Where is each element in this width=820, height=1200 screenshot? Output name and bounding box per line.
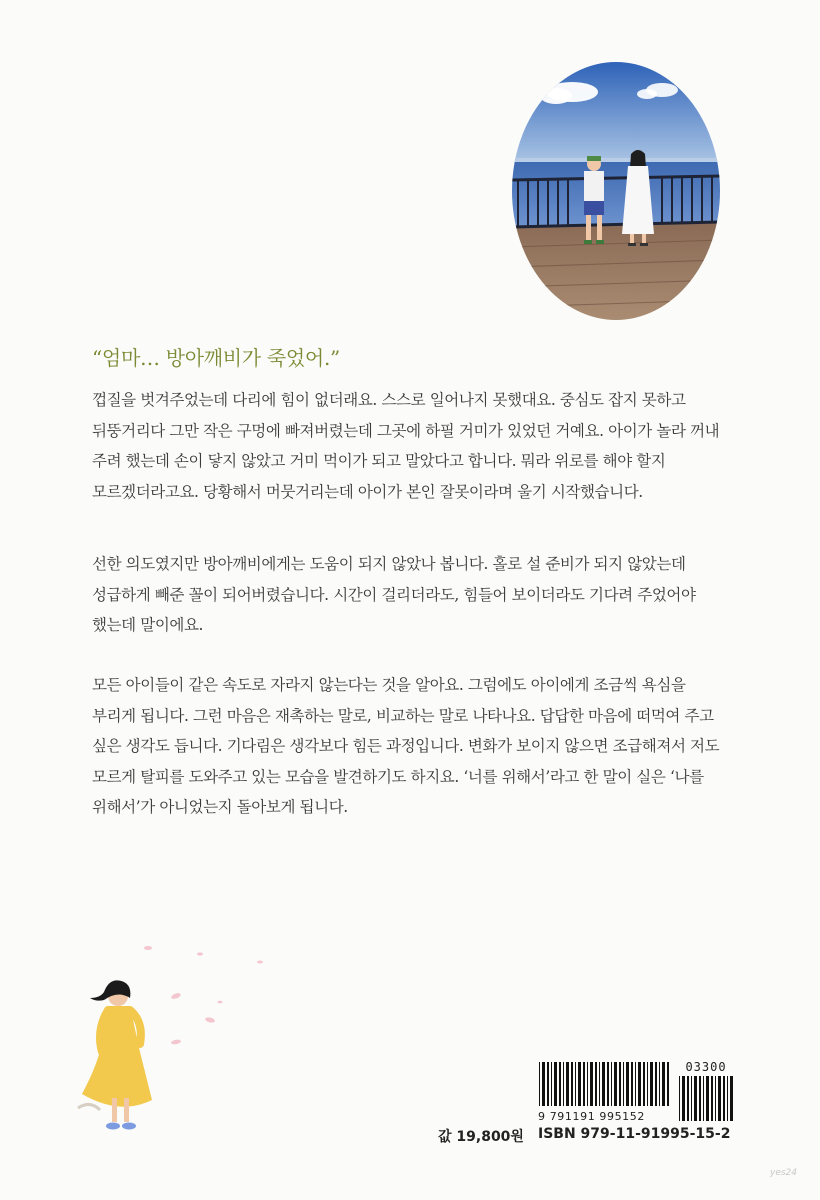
barcode-bar <box>547 1062 549 1106</box>
barcode-bar <box>578 1062 581 1106</box>
barcode-bar <box>706 1076 709 1121</box>
body-paragraph-3: 모든 아이들이 같은 속도로 자라지 않는다는 것을 알아요. 그럼에도 아이에게 조금씩 욕심을 부리게 됩니다. 그런 마음은 재촉하는 말로, 비교하는 말로 나타나요. 답답한 마음에 떠먹여 주고 싶은 생각도 듭니다. 기다림은 생각보다 힘든 과정입니다. 변화가 보이지 않으면 조급해져서 저도 모르게 탈피를 도와주고 있는 모습을 발견하기도 하지요. ‘너를 위해서’라고 한 말이 실은 ‘나를 위해서’가 아니었는지 돌아보게 됩니다. <box>92 676 720 817</box>
barcode-bar <box>559 1062 561 1106</box>
barcode-bar <box>703 1076 704 1121</box>
barcode-bar <box>575 1062 576 1106</box>
barcode-bar <box>687 1076 689 1121</box>
barcode-addon-bars <box>678 1076 734 1121</box>
barcode-bar <box>655 1062 657 1106</box>
seaside-scene-illustration <box>512 62 720 320</box>
barcode-bar <box>667 1062 669 1106</box>
barcode-bar <box>599 1062 600 1106</box>
barcode-bar <box>694 1076 697 1121</box>
barcode-bar <box>554 1062 557 1106</box>
barcode-bar <box>635 1062 636 1106</box>
barcode-bar <box>631 1062 633 1106</box>
barcode-bar <box>638 1062 641 1106</box>
barcode-bar <box>614 1062 617 1106</box>
barcode-bar <box>619 1062 621 1106</box>
barcode-bar <box>566 1062 569 1106</box>
barcode-bar <box>571 1062 573 1106</box>
barcode-bar <box>607 1062 609 1106</box>
barcode-ean-number: 9 791191 995152 <box>538 1110 645 1123</box>
barcode-bar <box>551 1062 552 1106</box>
barcode-bar <box>727 1076 728 1121</box>
body-paragraph-2: 선한 의도였지만 방아깨비에게는 도움이 되지 않았나 봅니다. 홀로 설 준비가 되지 않았는데 성급하게 빼준 꼴이 되어버렸습니다. 시간이 걸리더라도, 힘들어 보이더라도 기다려 주었어야 했는데 말이에요. <box>92 555 696 635</box>
barcode-bar <box>583 1062 585 1106</box>
price-label: 값 19,800원 <box>438 1129 524 1145</box>
girl-illustration <box>60 940 280 1150</box>
barcode-bar <box>691 1076 692 1121</box>
barcode-bar <box>718 1076 721 1121</box>
barcode-bar <box>679 1076 680 1121</box>
barcode-bar <box>587 1062 588 1106</box>
barcode-bar <box>590 1062 593 1106</box>
barcode-bar <box>626 1062 629 1106</box>
cover-illustration-couple <box>512 62 720 320</box>
barcode-bar <box>682 1076 685 1121</box>
barcode-bar <box>611 1062 612 1106</box>
barcode-bar <box>542 1062 545 1106</box>
barcode-addon-number: 03300 <box>685 1060 727 1074</box>
barcode-bar <box>643 1062 645 1106</box>
barcode-bar <box>563 1062 564 1106</box>
barcode-bar <box>723 1076 725 1121</box>
barcode-bar <box>662 1062 665 1106</box>
barcode-bar <box>602 1062 605 1106</box>
barcode-bar <box>650 1062 653 1106</box>
body-paragraph-1: 껍질을 벗겨주었는데 다리에 힘이 없더래요. 스스로 일어나지 못했대요. 중심도 잡지 못하고 뒤뚱거리다 그만 작은 구멍에 빠져버렸는데 그곳에 하필 거미가 있었던 거예요. 아이가 놀라 꺼내 주려 했는데 손이 닿지 않았고 거미 먹이가 되고 말았다고 합니다. 뭐라 위로를 해야 할지 모르겠더라고요. 당황해서 머뭇거리는데 아이가 본인 잘못이라며 울기 시작했습니다. <box>92 391 720 501</box>
barcode-bar <box>539 1062 540 1106</box>
barcode-bar <box>715 1076 716 1121</box>
barcode-bar <box>730 1076 733 1121</box>
barcode-bar <box>647 1062 648 1106</box>
corner-watermark: yes24 <box>770 1168 798 1178</box>
barcode-bar <box>595 1062 597 1106</box>
barcode-bar <box>711 1076 713 1121</box>
quote-heading: “엄마… 방아깨비가 죽었어.” <box>92 346 340 370</box>
isbn-label: ISBN 979-11-91995-15-2 <box>538 1126 731 1142</box>
barcode-bar <box>659 1062 660 1106</box>
barcode-bar <box>699 1076 701 1121</box>
barcode-bar <box>623 1062 624 1106</box>
